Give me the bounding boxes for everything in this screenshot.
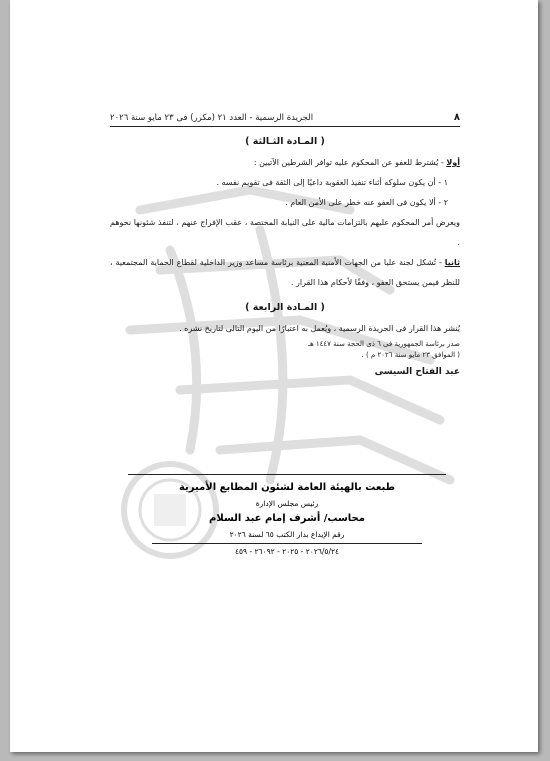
- first-label: أولا: [446, 158, 460, 167]
- print-code: ٢٠٢٦/٥/٢٤ - ٢٠٢٥ - ٢٦٠٩٢ - ٤٥٩: [152, 543, 422, 556]
- financial-obligations-paragraph: ويعرض أمر المحكوم عليهم بالتزامات مالية على النيابة المختصة ، عقب الإفراج عنهم ، لتنفذ شئونها نحوهم .: [110, 218, 460, 247]
- running-header: [110, 112, 460, 127]
- article-3-title: ( المـادة الثـالثة ): [245, 136, 325, 147]
- document-page: [10, 0, 538, 752]
- printer-name: طبعت بالهيئة العامة لشئون المطابع الأميرية: [178, 482, 396, 493]
- page-number: ٨: [453, 112, 460, 123]
- condition-1: ١ - أن يكون سلوكه أثناء تنفيذ العقوبة داعيًا إلى الثقة فى تقويم نفسه .: [216, 178, 448, 187]
- chair-title: رئيس مجلس الإدارة: [255, 499, 319, 508]
- corresponding-date: ( الموافق ٢٣ مايو سنة ٢٠٢٦ م ) .: [361, 351, 460, 359]
- issue-line: الجريدة الرسمية - العدد ٢١ (مكرر) فى ٢٣ مايو سنة ٢٠٢٦: [110, 113, 314, 123]
- first-text: - يُشترط للعفو عن المحكوم عليه توافر الشرطين الآتيين :: [253, 158, 447, 167]
- chair-name: محاسب/ أشرف إمام عبد السلام: [209, 513, 365, 524]
- condition-2: ٢ - ألا يكون فى العفو عنه خطر على الأمن العام .: [285, 198, 448, 207]
- signature-name: عبد الفتاح السيسى: [374, 367, 460, 377]
- publication-text: يُنشر هذا القرار فى الجريدة الرسمية ، ويُعمل به اعتبارًا من اليوم التالى لتاريخ نشره .: [179, 324, 460, 333]
- article-3-second: [110, 253, 460, 293]
- article-4-title: ( المـادة الرابعة ): [245, 302, 325, 313]
- issued-date: صدر برئاسة الجمهورية فى ٦ ذى الحجة سنة ١٤٤٧ هـ: [307, 340, 460, 348]
- second-text: - تُشكل لجنة عليا من الجهات الأمنية المعنية برئاسة مساعد وزير الداخلية لقطاع الحماية المجتمعية ، للنظر فيمن يستحق العفو ، وفقًا لأحكام هذا القرار .: [110, 258, 460, 287]
- imprint-block: [128, 474, 446, 556]
- deposit-number: رقم الإيداع بدار الكتب ٦٥ لسنة ٢٠٢٦: [229, 530, 345, 539]
- article-3-first: [110, 153, 460, 173]
- second-label: ثانيا: [444, 258, 460, 267]
- document-body: [110, 112, 460, 377]
